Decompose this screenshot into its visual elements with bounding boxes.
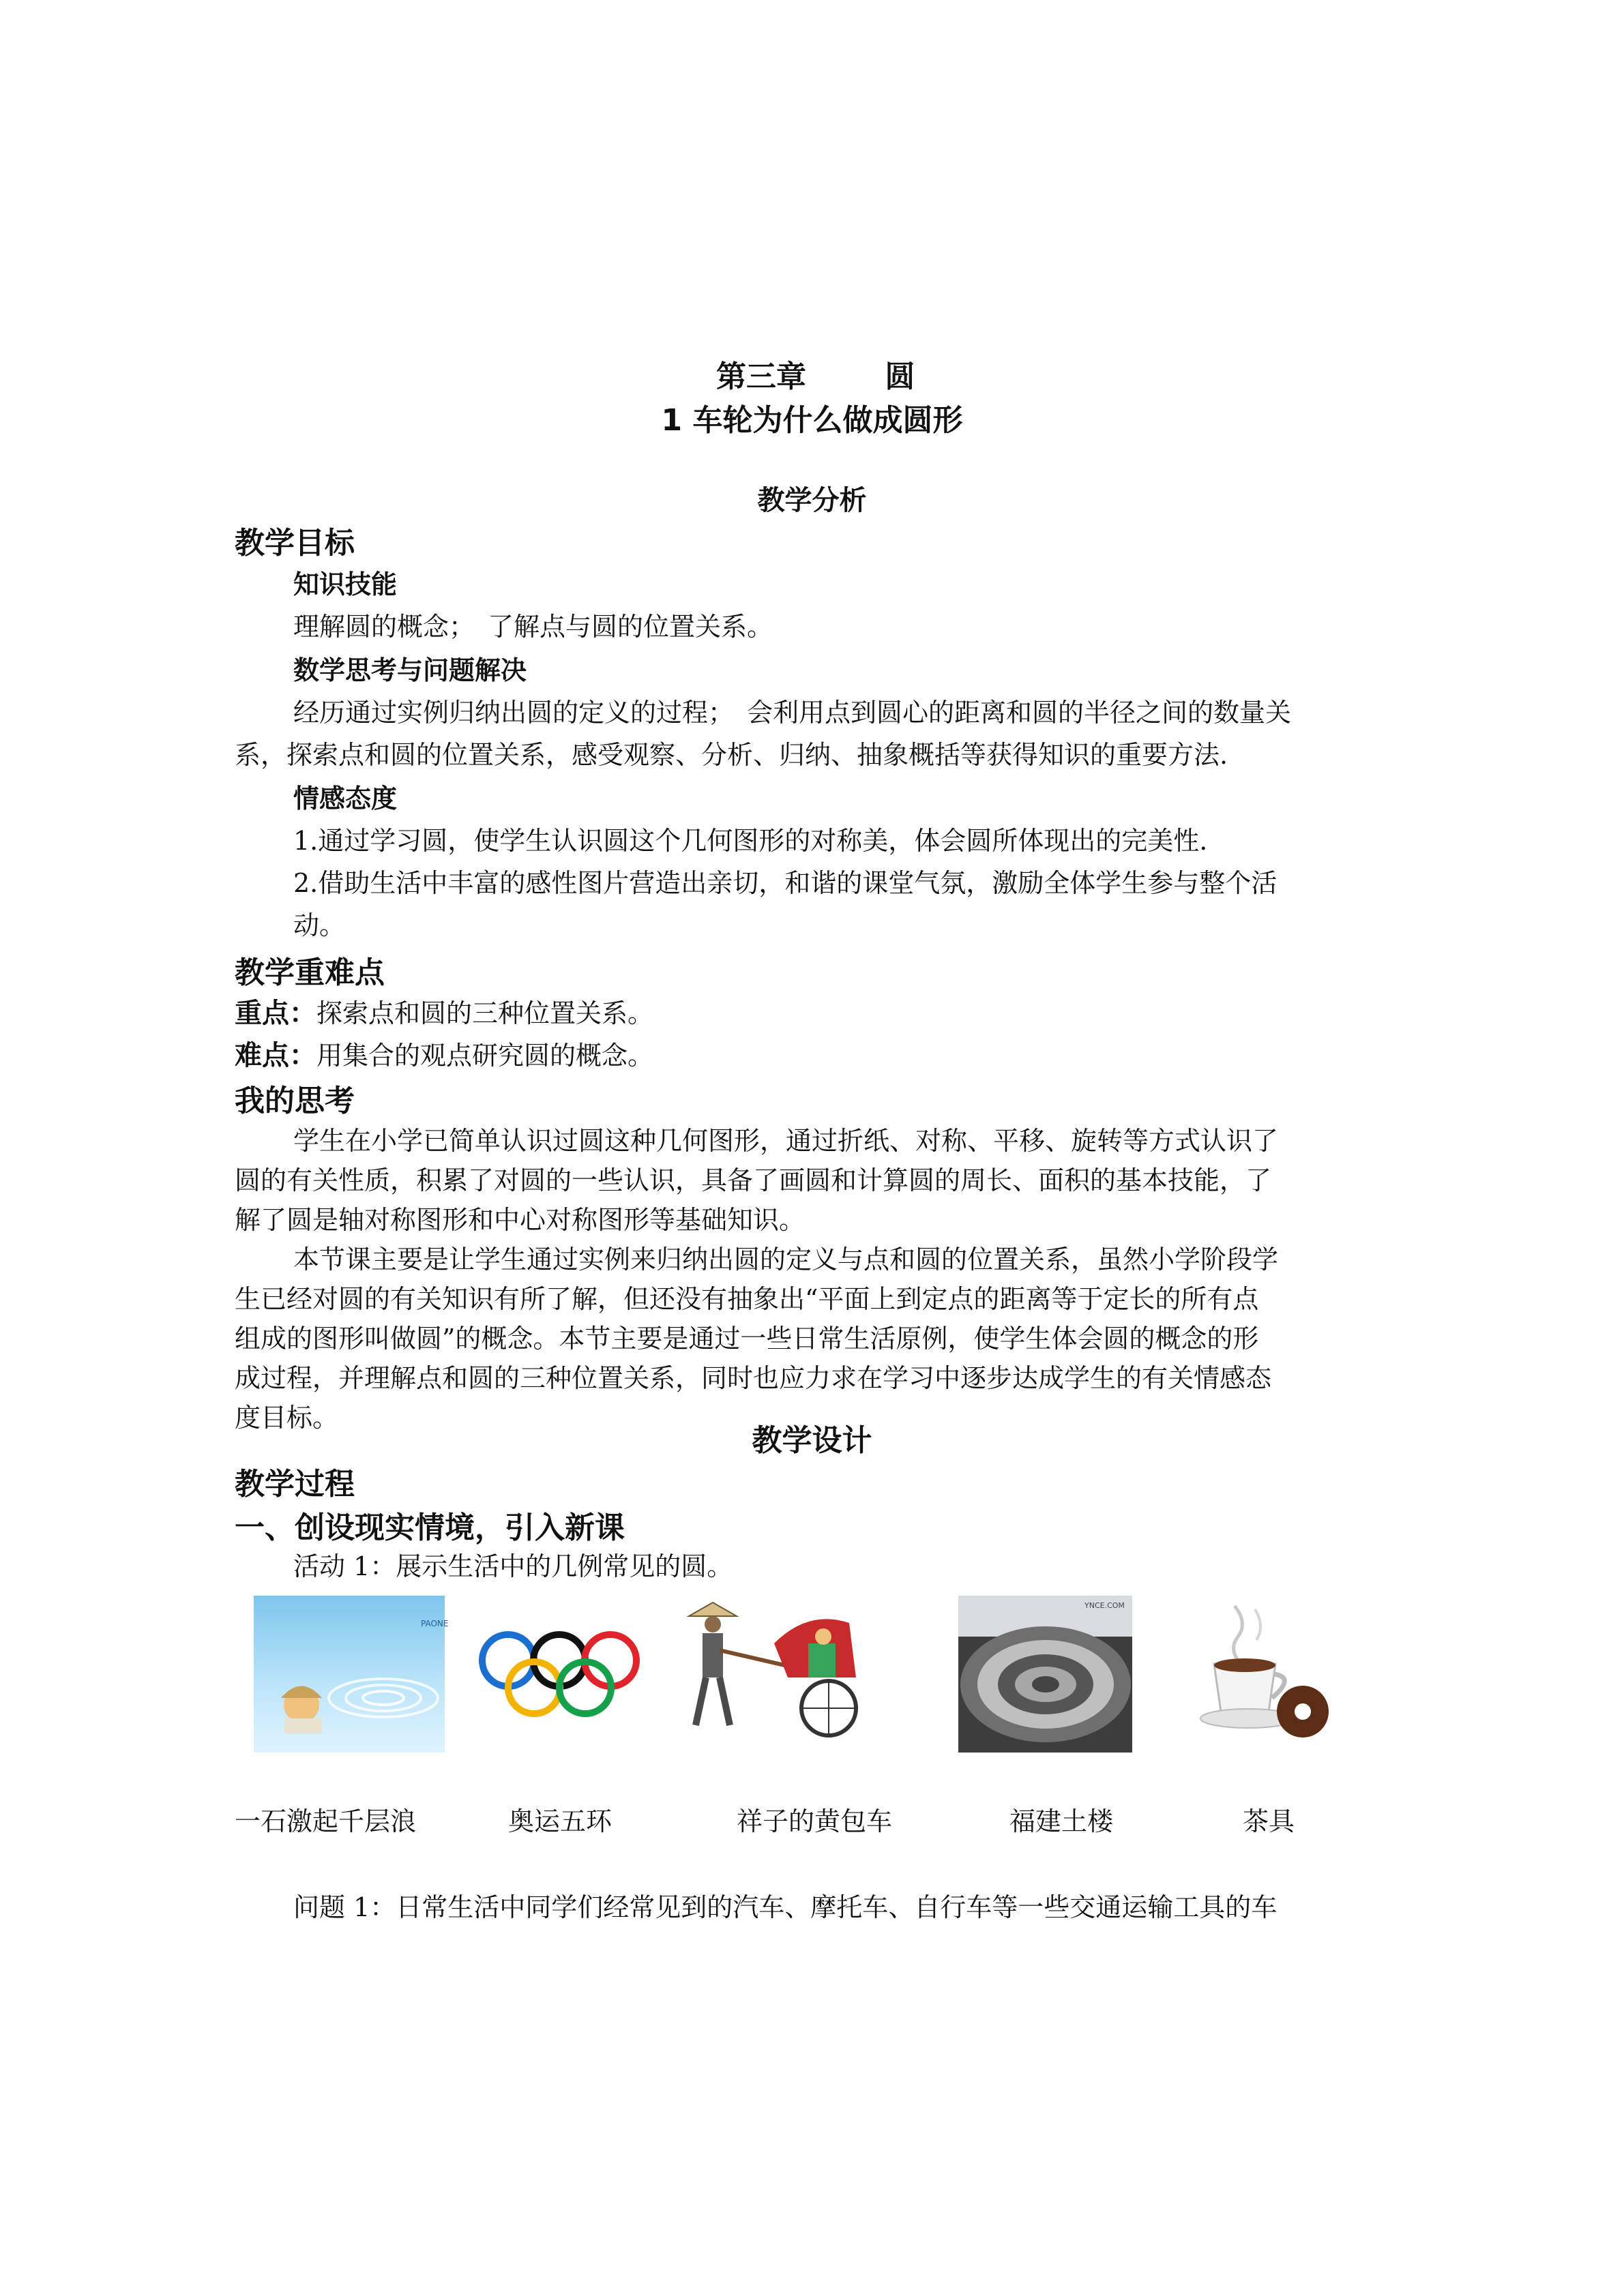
key-point-text: 探索点和圆的三种位置关系。 <box>316 998 654 1028</box>
emotion-heading: 情感态度 <box>293 784 398 814</box>
key-point-label: 重点： <box>235 998 316 1029</box>
hard-point <box>235 1034 1394 1073</box>
knowledge-text: 理解圆的概念； 了解点与圆的位置关系。 <box>293 612 773 642</box>
image-caption: 一石激起千层浪 <box>235 1806 417 1836</box>
goals-heading: 教学目标 <box>235 526 355 561</box>
my-thinking-heading: 我的思考 <box>235 1084 355 1118</box>
hard-point-label: 难点： <box>235 1040 316 1071</box>
question1-text: 问题 1：日常生活中同学们经常见到的汽车、摩托车、自行车等一些交通运输工具的车 <box>293 1892 1278 1922</box>
water-ripple-image <box>254 1596 449 1753</box>
thinking-paragraph-line: 组成的图形叫做圆”的概念。本节主要是通过一些日常生活原例，使学生体会圆的概念的形 <box>235 1324 1259 1354</box>
image-caption: 福建土楼 <box>1009 1806 1114 1836</box>
thinking-skill-heading: 数学思考与问题解决 <box>293 655 527 685</box>
section-design-heading: 教学设计 <box>752 1423 872 1458</box>
process-heading: 教学过程 <box>235 1467 355 1502</box>
chapter-number: 第三章 <box>716 359 806 394</box>
thinking-line: 系，探索点和圆的位置关系，感受观察、分析、归纳、抽象概括等获得知识的重要方法. <box>235 740 1228 770</box>
thinking-paragraph-line: 解了圆是轴对称图形和中心对称图形等基础知识。 <box>235 1205 806 1235</box>
thinking-paragraph-line: 圆的有关性质，积累了对圆的一些认识，具备了画圆和计算圆的周长、面积的基本技能，了 <box>235 1165 1272 1195</box>
hard-point-text: 用集合的观点研究圆的概念。 <box>316 1041 654 1071</box>
thinking-paragraph-line: 学生在小学已简单认识过圆这种几何图形，通过折纸、对称、平移、旋转等方式认识了 <box>293 1126 1279 1156</box>
knowledge-heading: 知识技能 <box>293 569 398 599</box>
tulou-image <box>958 1596 1132 1753</box>
svg-text:YNCE.COM: YNCE.COM <box>1084 1601 1125 1610</box>
chapter-name: 圆 <box>885 359 915 394</box>
chapter-title <box>716 352 941 396</box>
rickshaw-image <box>672 1596 897 1753</box>
image-caption: 祥子的黄包车 <box>737 1806 893 1836</box>
svg-text:PAONE: PAONE <box>421 1619 449 1628</box>
thinking-paragraph-line: 成过程，并理解点和圆的三种位置关系，同时也应力求在学习中逐步达成学生的有关情感态 <box>235 1363 1272 1393</box>
part1-heading: 一、创设现实情境，引入新课 <box>235 1510 625 1545</box>
image-caption: 茶具 <box>1243 1806 1295 1836</box>
emotion-item-2-cont: 动。 <box>293 910 346 940</box>
emotion-item-1: 1.通过学习圆，使学生认识圆这个几何图形的对称美，体会圆所体现出的完美性. <box>293 826 1208 856</box>
thinking-paragraph-line: 本节课主要是让学生通过实例来归纳出圆的定义与点和圆的位置关系，虽然小学阶段学 <box>293 1244 1279 1274</box>
teacup-image <box>1187 1596 1344 1753</box>
difficulty-heading: 教学重难点 <box>235 955 385 990</box>
key-point <box>235 992 1394 1030</box>
emotion-item-2: 2.借助生活中丰富的感性图片营造出亲切，和谐的课堂气氛，激励全体学生参与整个活 <box>293 868 1278 898</box>
activity1-text: 活动 1：展示生活中的几例常见的圆。 <box>293 1551 733 1581</box>
thinking-paragraph-line: 度目标。 <box>235 1403 339 1433</box>
thinking-line: 经历通过实例归纳出圆的定义的过程； 会利用点到圆心的距离和圆的半径之间的数量关 <box>293 698 1292 728</box>
olympic-rings-image <box>474 1596 645 1753</box>
section-analysis-heading: 教学分析 <box>757 485 867 516</box>
lesson-title: 1 车轮为什么做成圆形 <box>661 403 963 438</box>
thinking-paragraph-line: 生已经对圆的有关知识有所了解，但还没有抽象出“平面上到定点的距离等于定长的所有点 <box>235 1284 1259 1314</box>
image-caption: 奥运五环 <box>508 1806 612 1836</box>
